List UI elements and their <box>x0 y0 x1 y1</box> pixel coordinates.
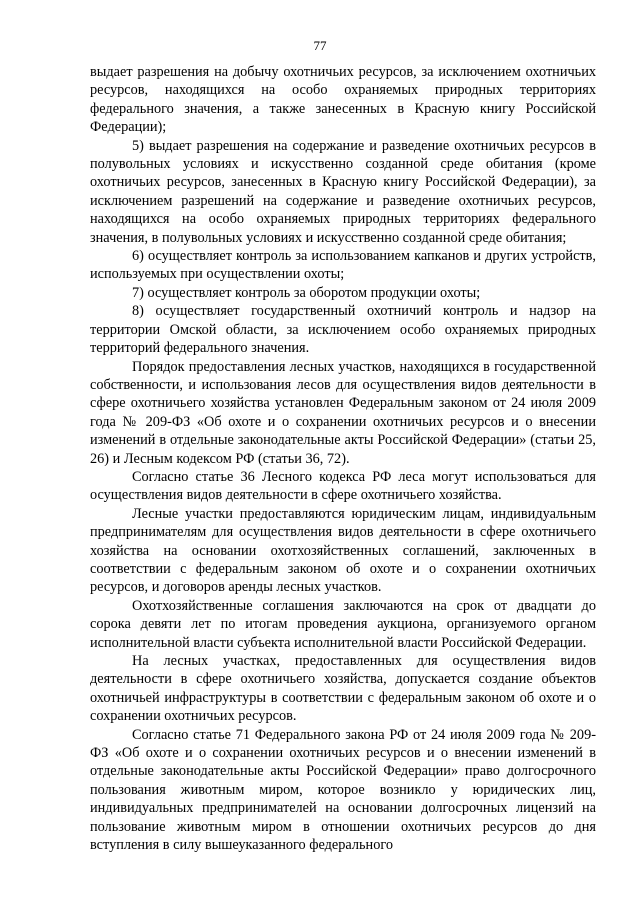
document-body <box>90 63 596 854</box>
paragraph-continuation: выдает разрешения на добычу охотничьих ресурсов, за исключением охотничьих ресурсов, находящихся на особо охраняемых природных территориях федерального значения, а также занесенных в Красную книгу Российской Федерации); <box>90 64 596 136</box>
paragraph-hunting-infrastructure: На лесных участках, предоставленных для осуществления видов деятельности в сфере охотничьего хозяйства, допускается создание объектов охотничьей инфраструктуры в соответствии с федеральным законом об охоте и о сохранении охотничьих ресурсов. <box>90 653 596 725</box>
paragraph-hunting-agreements: Охотхозяйственные соглашения заключаются на срок от двадцати до сорока девяти лет по итогам проведения аукциона, организуемого органом исполнительной власти субъекта исполнительной власти Российской Федерации. <box>90 597 596 651</box>
paragraph-forest-plots-provision: Лесные участки предоставляются юридическим лицам, индивидуальным предпринимателям для осуществления видов деятельности в сфере охотничьего хозяйства на основании охотхозяйственных соглашений, заключенных в соответствии с федеральным законом об охоте и о сохранении охотничьих ресурсов, и договоров аренды лесных участков. <box>90 505 596 596</box>
paragraph-item-8: 8) осуществляет государственный охотничий контроль и надзор на территории Омской области, за исключением особо охраняемых природных территорий федерального значения. <box>90 303 596 357</box>
paragraph-item-7: 7) осуществляет контроль за оборотом продукции охоты; <box>132 284 481 301</box>
paragraph-article-71: Согласно статье 71 Федерального закона РФ от 24 июля 2009 года № 209-ФЗ «Об охоте и о сохранении охотничьих ресурсов и о внесении изменений в отдельные законодательные акты Российской Федерации» право долгосрочного пользования животным миром, которое возникло у юридических лиц, индивидуальных предпринимателей на основании долгосрочных лицензий на пользование животным миром в отношении охотничьих ресурсов до дня вступления в силу вышеуказанного федерального <box>90 726 596 854</box>
paragraph-forest-plots-procedure: Порядок предоставления лесных участков, находящихся в государственной собственности, и использования лесов для осуществления видов деятельности в сфере охотничьего хозяйства установлен Федеральным законом от 24 июля 2009 года № 209-ФЗ «Об охоте и о сохранении охотничьих ресурсов и о внесении изменений в отдельные законодательные акты Российской Федерации» (статьи 25, 26) и Лесным кодексом РФ (статьи 36, 72). <box>90 358 596 467</box>
paragraph-forest-code-article-36: Согласно статье 36 Лесного кодекса РФ леса могут использоваться для осуществления видов деятельности в сфере охотничьего хозяйства. <box>90 468 596 504</box>
paragraph-item-6: 6) осуществляет контроль за использованием капканов и других устройств, используемых при осуществлении охоты; <box>90 248 596 283</box>
paragraph-item-5: 5) выдает разрешения на содержание и разведение охотничьих ресурсов в полувольных условиях и искусственно созданной среде обитания (кроме охотничьих ресурсов, занесенных в Красную книгу Российской Федерации), за исключением разрешений на содержание и разведение охотничьих ресурсов, находящихся на особо охраняемых природных территориях федерального значения, в полувольных условиях и искусственно созданной среде обитания; <box>90 137 596 246</box>
page-number: 77 <box>313 38 327 53</box>
